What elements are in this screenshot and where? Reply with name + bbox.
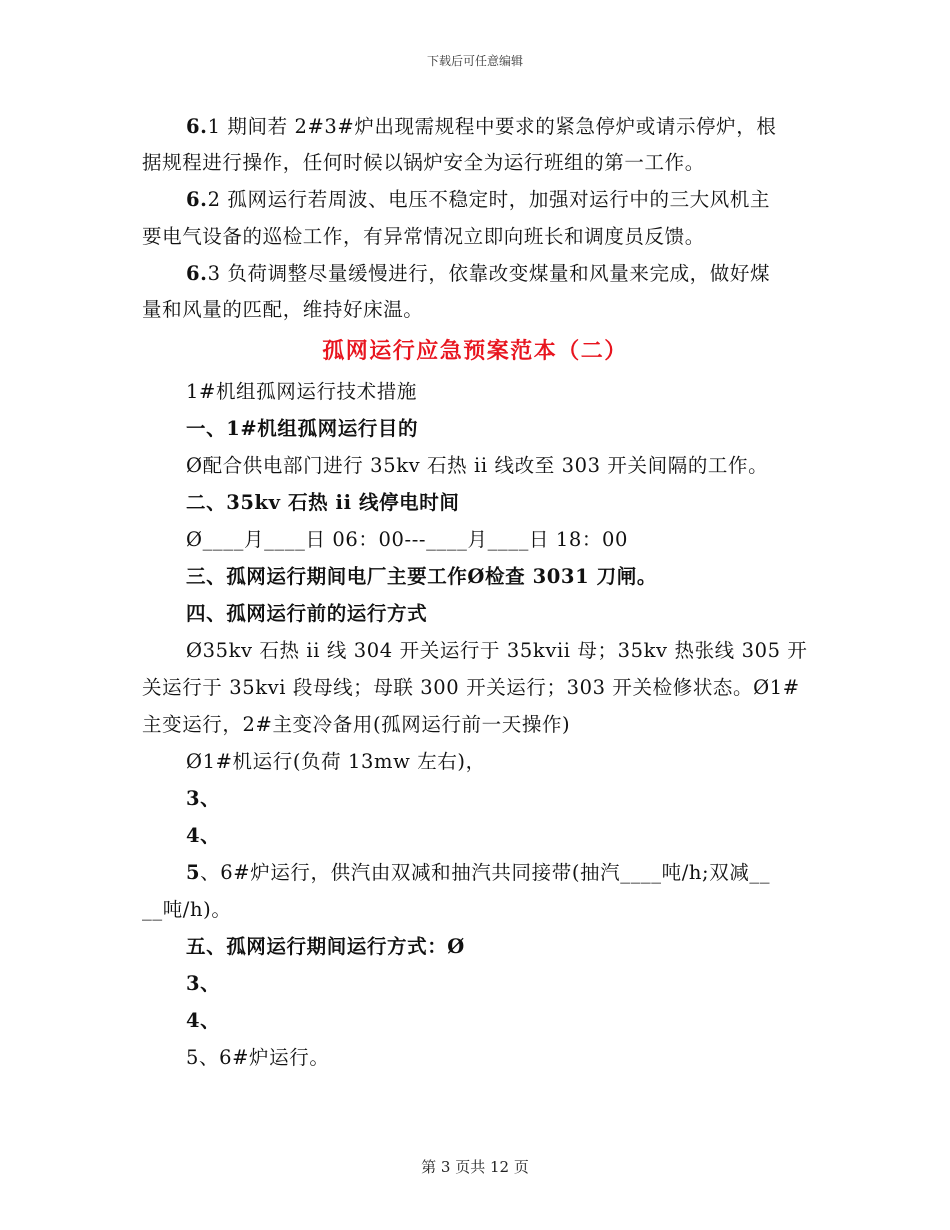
body-line: 主变运行，2#主变冷备用(孤网运行前一天操作) — [142, 713, 571, 736]
paragraph-line — [186, 113, 776, 141]
section-number: 6. — [186, 188, 208, 211]
list-item: 4、 — [186, 824, 221, 847]
list-item: 3、 — [186, 972, 221, 995]
section-number: 6. — [186, 115, 208, 138]
list-item: 5、6#炉运行，供汽由双减和抽汽共同接带(抽汽____吨/h;双减__ — [186, 861, 771, 884]
heading-purpose: 一、1#机组孤网运行目的 — [186, 417, 419, 440]
list-item: 5、6#炉运行。 — [186, 1046, 330, 1069]
paragraph-text: 1 期间若 2#3#炉出现需规程中要求的紧急停炉或请示停炉，根 — [207, 115, 777, 138]
body-line: Ø35kv 石热 ii 线 304 开关运行于 35kvii 母；35kv 热张线 305 开 — [186, 639, 808, 662]
page-footer: 第 3 页共 12 页 — [421, 1158, 529, 1176]
paragraph-line: 量和风量的匹配，维持好床温。 — [142, 298, 424, 321]
body-line: Ø____月____日 06：00---____月____日 18：00 — [186, 528, 629, 551]
heading-pre-operation: 四、孤网运行前的运行方式 — [186, 602, 428, 625]
section-title: 孤网运行应急预案范本（二） — [322, 338, 628, 364]
list-item: 4、 — [186, 1009, 221, 1032]
heading-main-work: 三、孤网运行期间电厂主要工作Ø检查 3031 刀闸。 — [186, 565, 657, 588]
paragraph-line — [186, 186, 770, 214]
paragraph-text: 2 孤网运行若周波、电压不稳定时，加强对运行中的三大风机主 — [207, 188, 771, 211]
paragraph-text: 3 负荷调整尽量缓慢进行，依靠改变煤量和风量来完成，做好煤 — [207, 262, 771, 285]
paragraph-line: 据规程进行操作，任何时候以锅炉安全为运行班组的第一工作。 — [142, 151, 705, 174]
body-line: 1#机组孤网运行技术措施 — [186, 380, 417, 403]
list-item: 3、 — [186, 787, 221, 810]
list-item-text: 、6#炉运行，供汽由双减和抽汽共同接带(抽汽____吨/h;双减__ — [200, 861, 771, 884]
body-line: __吨/h)。 — [142, 898, 232, 921]
heading-outage-time: 二、35kv 石热 ii 线停电时间 — [186, 491, 460, 514]
paragraph-line: 要电气设备的巡检工作，有异常情况立即向班长和调度员反馈。 — [142, 225, 705, 248]
paragraph-line — [186, 260, 770, 288]
page-header: 下载后可任意编辑 — [426, 54, 523, 68]
body-line: 关运行于 35kvi 段母线；母联 300 开关运行；303 开关检修状态。Ø1# — [142, 676, 800, 699]
section-number: 6. — [186, 262, 208, 285]
heading-isolated-operation: 五、孤网运行期间运行方式：Ø — [186, 935, 465, 958]
body-line: Ø配合供电部门进行 35kv 石热 ii 线改至 303 开关间隔的工作。 — [186, 454, 769, 477]
body-line: Ø1#机运行(负荷 13mw 左右)， — [186, 750, 486, 773]
